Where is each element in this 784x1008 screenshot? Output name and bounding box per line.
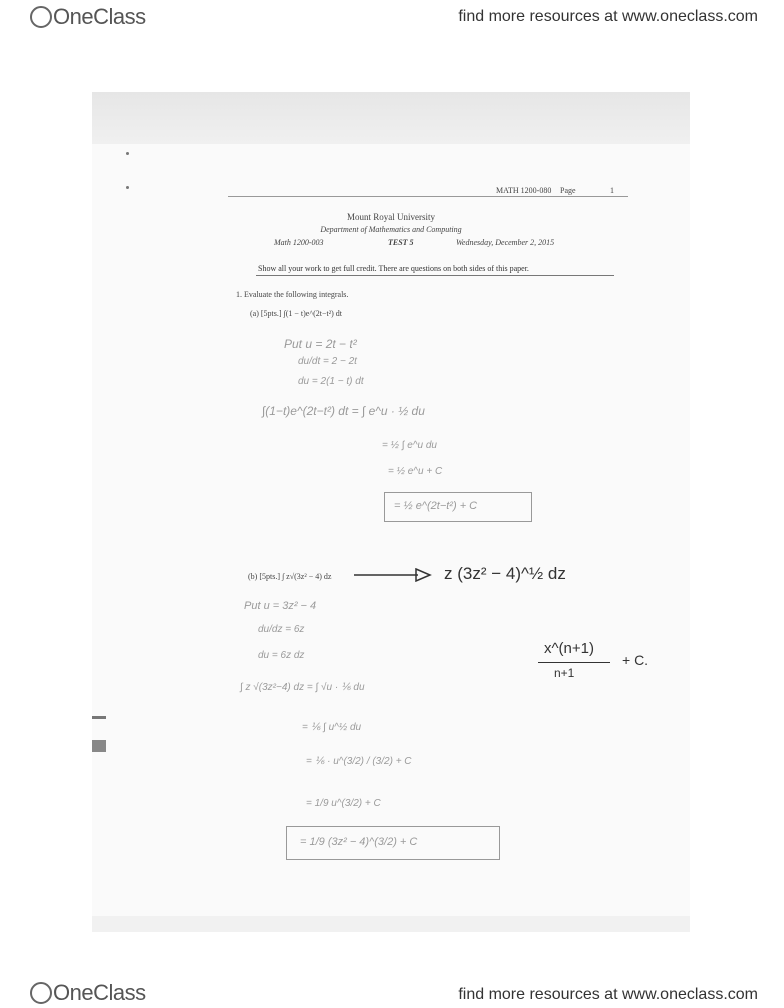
- work-b-line6: = ⅙ · u^(3/2) / (3/2) + C: [306, 756, 412, 767]
- power-rule-numerator: x^(n+1): [544, 640, 594, 657]
- work-a-line3: du = 2(1 − t) dt: [298, 376, 364, 387]
- exam-header-page-num: 1: [610, 186, 614, 195]
- exam-header-code: MATH 1200-080: [496, 186, 552, 195]
- scan-top-shadow: [92, 92, 690, 144]
- work-a-line2: du/dt = 2 − 2t: [298, 356, 357, 367]
- promo-link[interactable]: find more resources at www.oneclass.com: [458, 8, 758, 25]
- work-a-line1: Put u = 2t − t²: [284, 337, 357, 351]
- fold-mark: [92, 716, 106, 719]
- exam-header-page: Page: [560, 186, 576, 195]
- header-rule: [228, 196, 628, 197]
- work-b-line5: = ⅙ ∫ u^½ du: [302, 722, 362, 733]
- logo-text: OneClass: [53, 980, 146, 1005]
- exam-date: Wednesday, December 2, 2015: [456, 238, 555, 247]
- work-a-line5: = ½ ∫ e^u du: [382, 440, 437, 451]
- fold-mark: [92, 740, 106, 752]
- work-a-line6: = ½ e^u + C: [388, 466, 443, 477]
- logo-circle-icon: [30, 982, 52, 1004]
- work-a-line4: ∫(1−t)e^(2t−t²) dt = ∫ e^u · ½ du: [262, 404, 425, 418]
- work-b-line7: = 1/9 u^(3/2) + C: [306, 798, 381, 809]
- test-name: TEST 5: [388, 238, 414, 247]
- oneclass-logo-footer[interactable]: [30, 980, 146, 1006]
- work-b-line2: du/dz = 6z: [258, 624, 305, 635]
- power-rule-fraction-bar: [538, 662, 610, 663]
- oneclass-logo[interactable]: [30, 4, 146, 30]
- power-rule-constant: + C.: [622, 652, 649, 668]
- question-1a: (a) [5pts.] ∫(1 − t)e^(2t−t²) dt: [250, 309, 343, 318]
- instructions-rule: [256, 275, 614, 276]
- scanned-page: [92, 92, 690, 932]
- work-b-line4: ∫ z √(3z²−4) dz = ∫ √u · ⅙ du: [240, 682, 365, 693]
- work-b-answer: = 1/9 (3z² − 4)^(3/2) + C: [300, 836, 418, 848]
- instructions: Show all your work to get full credit. There are questions on both sides of this paper.: [258, 264, 529, 273]
- arrow-icon: [354, 568, 434, 582]
- logo-circle-icon: [30, 6, 52, 28]
- work-b-rewrite: z (3z² − 4)^½ dz: [444, 564, 566, 583]
- scan-speck: [126, 186, 129, 189]
- promo-link-footer[interactable]: find more resources at www.oneclass.com: [458, 986, 758, 1003]
- scan-speck: [126, 152, 129, 155]
- question-1b: (b) [5pts.] ∫ z√(3z² − 4) dz: [248, 572, 332, 581]
- work-a-answer: = ½ e^(2t−t²) + C: [394, 500, 478, 512]
- department-name: Department of Mathematics and Computing: [320, 225, 462, 234]
- question-1: 1. Evaluate the following integrals.: [236, 290, 349, 299]
- exam-paper: [92, 144, 690, 916]
- work-b-line1: Put u = 3z² − 4: [244, 600, 317, 612]
- logo-text: OneClass: [53, 4, 146, 29]
- power-rule-denominator: n+1: [554, 666, 575, 680]
- course-code: Math 1200-003: [274, 238, 324, 247]
- university-name: Mount Royal University: [347, 212, 435, 222]
- work-b-line3: du = 6z dz: [258, 650, 305, 661]
